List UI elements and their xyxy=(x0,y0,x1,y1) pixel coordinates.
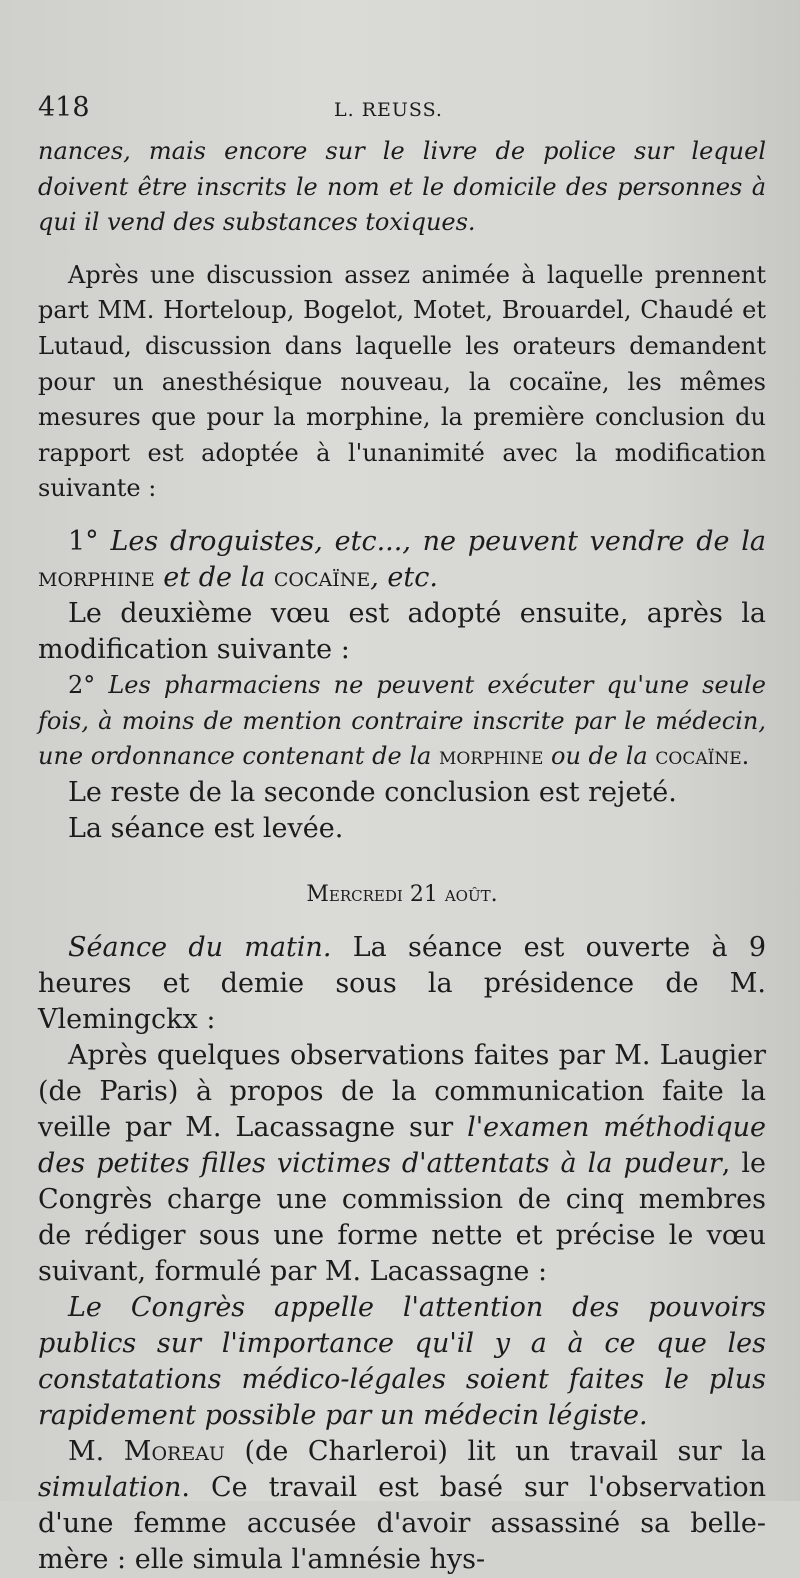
speaker-name: M. Moreau xyxy=(68,1436,225,1468)
italic-text: simulation xyxy=(38,1472,182,1504)
body-text xyxy=(38,134,766,1578)
paragraph-session xyxy=(38,930,766,1038)
paragraph-text: La séance est ouverte à 9 heures et demie sous la présidence de M. Vlemingckx : xyxy=(38,932,766,1036)
page-header xyxy=(38,92,766,134)
paragraph-second-wish: Le deuxième vœu est adopté ensuite, après la modification suivante : xyxy=(38,597,766,665)
resolution-number: 2° xyxy=(68,670,96,699)
small-caps-term: morphine xyxy=(38,561,155,593)
running-title: L. REUSS. xyxy=(334,99,443,121)
italic-text: , etc. xyxy=(370,561,438,593)
paragraph-closed: La séance est levée. xyxy=(68,812,344,844)
resolution-2 xyxy=(38,668,766,775)
paragraph-moreau xyxy=(38,1434,766,1578)
paragraph-laugier xyxy=(38,1038,766,1290)
italic-text: Le Congrès appelle l'attention des pouvoirs publics sur l'importance qu'il y a à ce que les constatations médico-légales soient faites le plus rapidement possible par un médecin légiste. xyxy=(38,1292,766,1432)
paragraph-rejected: Le reste de la seconde conclusion est rejeté. xyxy=(68,776,677,808)
paragraph-continuation xyxy=(38,134,766,241)
paragraph-text: , le Congrès charge une commission de cinq membres de rédiger sous une forme nette et précise le vœu suivant, formulé par M. Lacassagne : xyxy=(38,1148,766,1288)
italic-text: Séance du matin. xyxy=(68,932,332,964)
italic-text: l'examen méthodique des petites filles victimes d'attentats à la pudeur xyxy=(38,1112,766,1180)
paragraph-discussion: Après une discussion assez animée à laquelle prennent part MM. Horteloup, Bogelot, Motet, Brouardel, Chaudé et Lutaud, discussion dans laquelle les orateurs demandent pour un anesthésique nouveau, la cocaïne, les mêmes mesures que pour la morphine, la première conclusion du rapport est adoptée à l'unanimité avec la modification suivante : xyxy=(38,260,766,503)
italic-text: et de la xyxy=(163,561,266,593)
punctuation: . xyxy=(741,742,750,771)
section-heading: Mercredi 21 août. xyxy=(306,881,498,907)
resolution-number: 1° xyxy=(68,525,99,557)
paragraph-text: Après quelques observations faites par M. Laugier (de Paris) à propos de la communication faite la veille par M. Lacassagne sur xyxy=(38,1040,766,1144)
italic-text: Les pharmaciens ne peuvent exécuter qu'une seule fois, à moins de mention contraire inscrite par le médecin, une ordonnance contenant de la xyxy=(38,670,766,771)
resolution-1 xyxy=(38,524,766,596)
small-caps-term: morphine xyxy=(438,742,544,771)
small-caps-term: cocaïne xyxy=(273,561,371,593)
italic-text: Les droguistes, etc..., ne peuvent vendre de la xyxy=(110,525,766,557)
paragraph-wish-quote xyxy=(38,1290,766,1434)
italic-text: ou de la xyxy=(551,742,648,771)
paragraph-text: . Ce travail est basé sur l'observation d'une femme accusée d'avoir assassiné sa belle-mère : elle simula l'amnésie hys- xyxy=(38,1472,766,1576)
small-caps-term: cocaïne xyxy=(655,742,742,771)
italic-text: nances, mais encore sur le livre de police sur lequel doivent être inscrits le nom et le domicile des personnes à qui il vend des substances toxiques. xyxy=(38,137,766,237)
paragraph-text: (de Charleroi) lit un travail sur la xyxy=(244,1436,766,1468)
page-number: 418 xyxy=(38,92,90,123)
